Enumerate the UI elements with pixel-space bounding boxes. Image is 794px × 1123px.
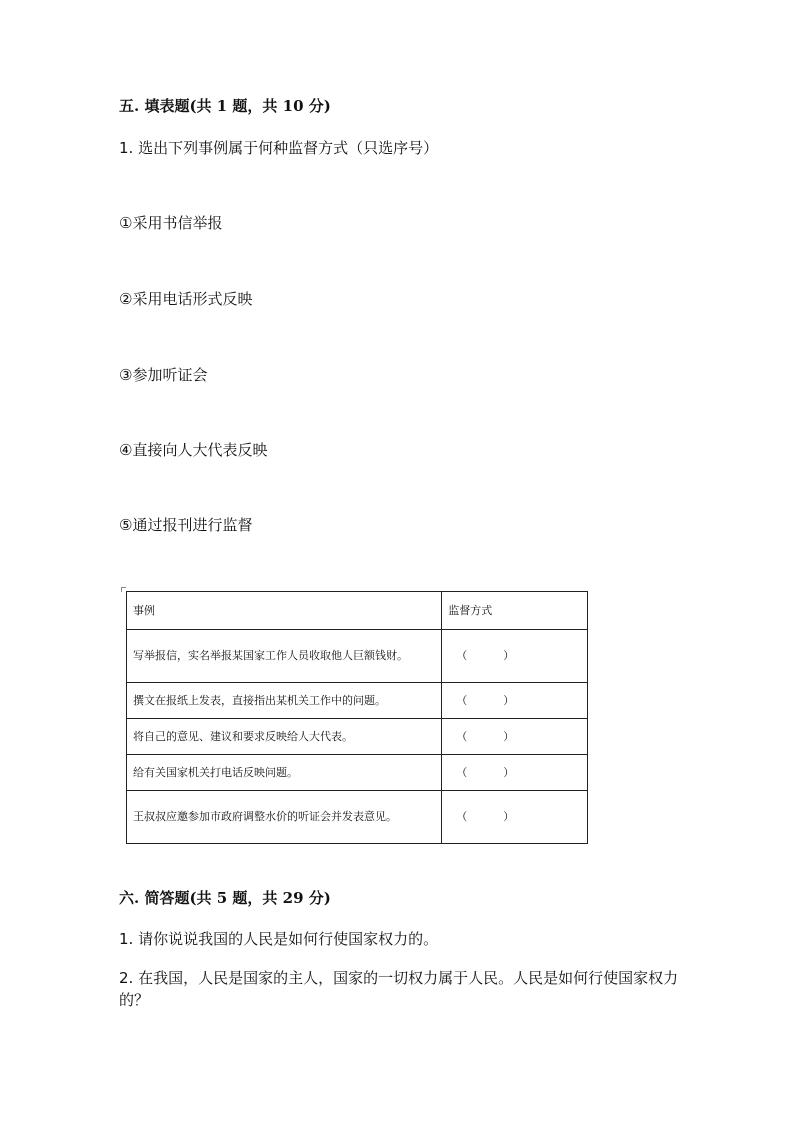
option-1: ①采用书信举报	[119, 214, 223, 232]
question-6-2: 2. 在我国，人民是国家的主人，国家的一切权力属于人民。人民是如何行使国家权力的？	[119, 969, 679, 1009]
answer-open: （	[456, 729, 468, 743]
answer-close: ）	[503, 729, 515, 743]
row-answer	[442, 719, 588, 755]
question-5-1: 1. 选出下列事例属于何种监督方式（只选序号）	[119, 139, 439, 157]
row-example	[127, 683, 442, 719]
section-6-title: 六. 简答题(共 5 题，共 29 分)	[119, 889, 331, 907]
option-4: ④直接向人大代表反映	[119, 441, 268, 459]
row-example-text: 给有关国家机关打电话反映问题。	[133, 765, 298, 779]
row-example	[127, 719, 442, 755]
answer-close: ）	[503, 810, 515, 823]
section-5-title: 五. 填表题(共 1 题，共 10 分)	[119, 97, 331, 115]
supervision-table	[126, 591, 588, 844]
row-example-text: 写举报信，实名举报某国家工作人员收取他人巨额钱财。	[133, 649, 408, 662]
row-answer	[442, 630, 588, 683]
row-example-text: 撰文在报纸上发表，直接指出某机关工作中的问题。	[133, 693, 386, 707]
question-6-1: 1. 请你说说我国的人民是如何行使国家权力的。	[119, 930, 439, 948]
option-3: ③参加听证会	[119, 366, 208, 384]
row-answer	[442, 755, 588, 791]
row-example	[127, 791, 442, 844]
answer-close: ）	[503, 693, 515, 707]
table-row	[127, 791, 588, 844]
row-example	[127, 630, 442, 683]
answer-open: （	[456, 810, 468, 823]
answer-close: ）	[503, 649, 515, 662]
header-method: 监督方式	[442, 592, 588, 630]
table-row	[127, 630, 588, 683]
row-answer	[442, 791, 588, 844]
header-example: 事例	[127, 592, 442, 630]
option-5: ⑤通过报刊进行监督	[119, 516, 253, 534]
row-example-text: 将自己的意见、建议和要求反映给人大代表。	[133, 729, 353, 743]
table-row	[127, 755, 588, 791]
answer-open: （	[456, 693, 468, 707]
row-example-text: 王叔叔应邀参加市政府调整水价的听证会并发表意见。	[133, 810, 397, 823]
table-row	[127, 719, 588, 755]
row-example	[127, 755, 442, 791]
answer-close: ）	[503, 765, 515, 779]
option-2: ②采用电话形式反映	[119, 290, 253, 308]
table-header-row	[127, 592, 588, 630]
table-row	[127, 683, 588, 719]
row-answer	[442, 683, 588, 719]
answer-open: （	[456, 765, 468, 779]
answer-open: （	[456, 649, 468, 662]
